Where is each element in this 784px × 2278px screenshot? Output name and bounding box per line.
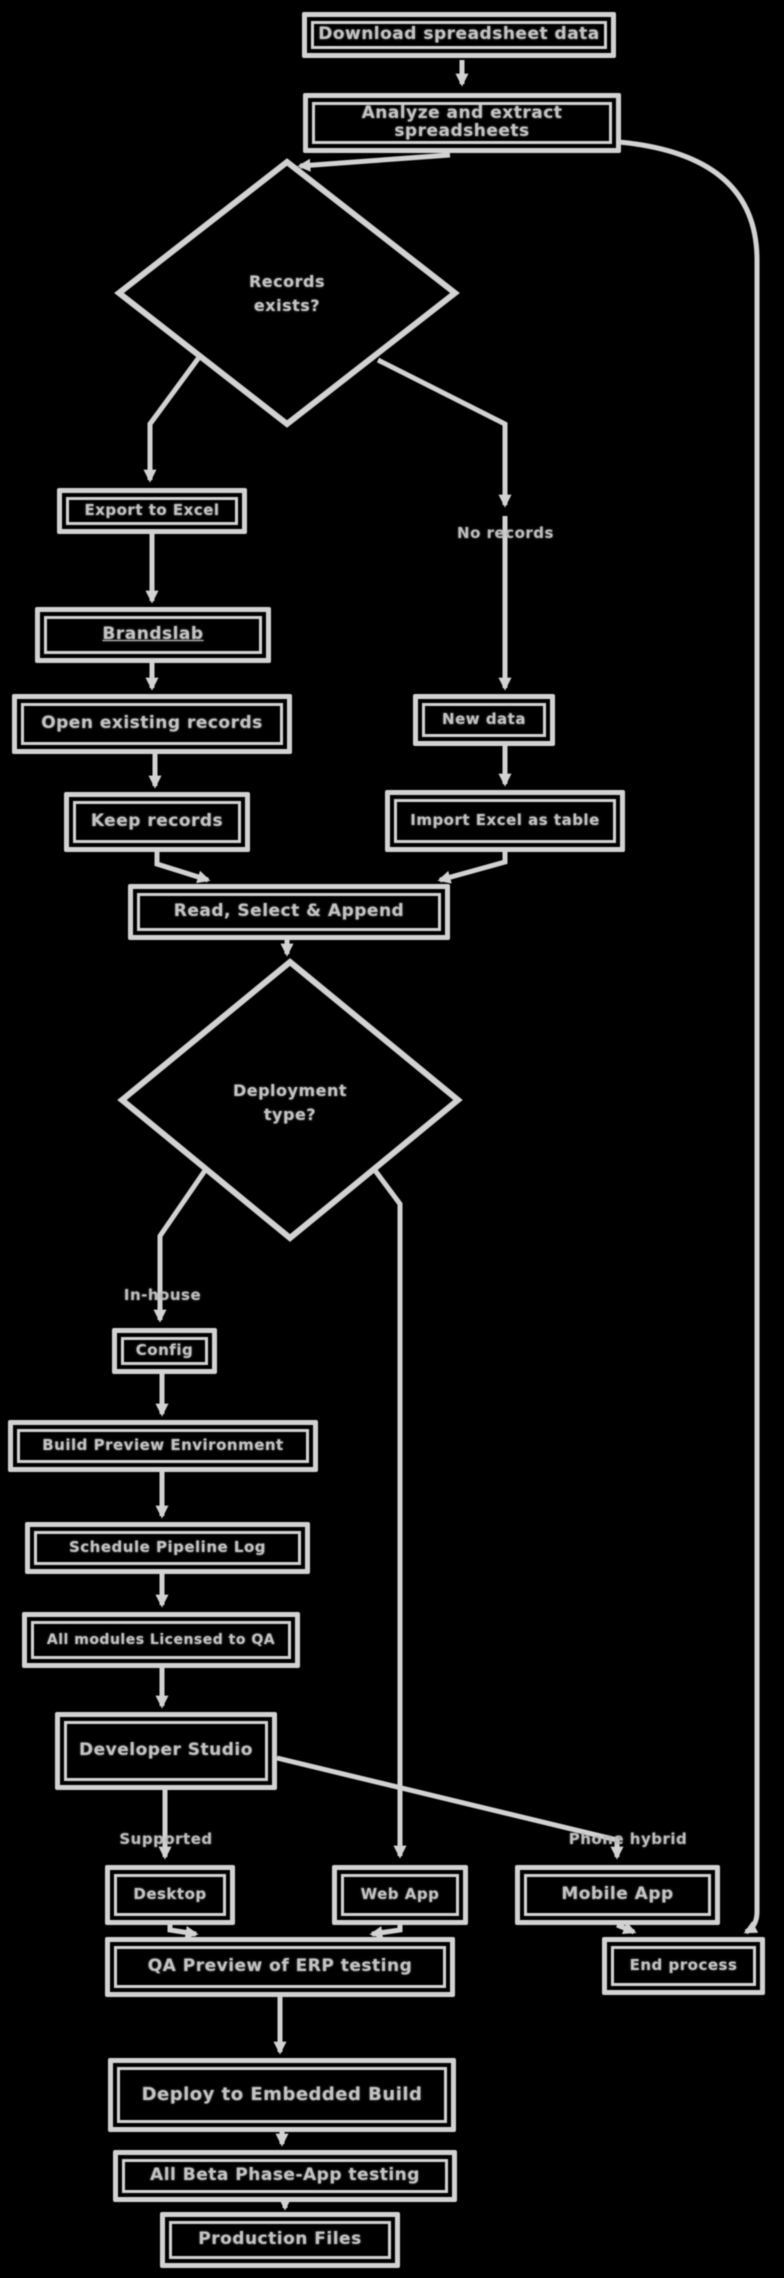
node-export-excel-label: Export to Excel bbox=[66, 497, 238, 525]
node-qa-preview bbox=[105, 1937, 455, 1997]
node-schedule-pipeline bbox=[25, 1522, 310, 1574]
edge-webapp-to-qa bbox=[372, 1925, 400, 1934]
node-production-files-label: Production Files bbox=[169, 2221, 391, 2259]
node-new-data bbox=[413, 694, 555, 746]
node-read-select-append-label: Read, Select & Append bbox=[137, 893, 441, 931]
node-desktop bbox=[105, 1865, 235, 1925]
node-download bbox=[302, 12, 616, 58]
edge-records-to-export bbox=[150, 356, 200, 480]
node-open-records bbox=[12, 694, 292, 754]
node-end-process bbox=[602, 1937, 765, 1995]
node-build-preview-label: Build Preview Environment bbox=[17, 1429, 309, 1463]
node-mobile-app-label: Mobile App bbox=[524, 1874, 711, 1916]
edge-label-supported: Supported bbox=[119, 1830, 213, 1848]
node-brandslab bbox=[35, 607, 271, 663]
edge-deployment-to-webapp bbox=[374, 1169, 400, 1856]
node-modules-licensed bbox=[22, 1612, 300, 1668]
node-developer-studio bbox=[55, 1712, 277, 1790]
node-beta-testing bbox=[113, 2150, 457, 2202]
deployment-decision-text bbox=[205, 1072, 375, 1134]
node-developer-studio-label: Developer Studio bbox=[64, 1721, 268, 1781]
edge-mobile-to-end bbox=[617, 1925, 634, 1932]
node-keep-records-label: Keep records bbox=[73, 801, 241, 843]
node-end-process-label: End process bbox=[611, 1946, 756, 1986]
node-brandslab-label: Brandslab bbox=[44, 616, 262, 654]
edge-records-no-upper bbox=[378, 360, 505, 505]
records-decision-line2: exists? bbox=[253, 296, 321, 315]
edge-label-in-house: In-house bbox=[123, 1286, 202, 1304]
edge-analyze-to-end-loop bbox=[619, 142, 757, 1932]
records-decision-text bbox=[212, 262, 362, 326]
node-schedule-pipeline-label: Schedule Pipeline Log bbox=[34, 1531, 301, 1565]
node-desktop-label: Desktop bbox=[114, 1874, 226, 1916]
node-analyze bbox=[303, 93, 621, 153]
node-analyze-label: Analyze and extract spreadsheets bbox=[312, 102, 612, 144]
node-import-excel-label: Import Excel as table bbox=[394, 799, 616, 843]
node-mobile-app bbox=[515, 1865, 720, 1925]
node-web-app bbox=[332, 1865, 468, 1925]
node-download-label: Download spreadsheet data bbox=[311, 21, 607, 49]
edge-import-to-read bbox=[440, 852, 505, 880]
node-export-excel bbox=[57, 488, 247, 534]
node-web-app-label: Web App bbox=[341, 1874, 459, 1916]
edge-desktop-to-qa bbox=[170, 1925, 196, 1934]
node-new-data-label: New data bbox=[422, 703, 546, 737]
node-keep-records bbox=[64, 792, 250, 852]
edge-analyze-to-records bbox=[300, 155, 450, 166]
deployment-decision-line1: Deployment bbox=[232, 1081, 348, 1100]
records-decision-line1: Records bbox=[248, 272, 325, 291]
node-production-files bbox=[160, 2212, 400, 2268]
node-beta-testing-label: All Beta Phase-App testing bbox=[122, 2159, 448, 2193]
deployment-decision-line2: type? bbox=[263, 1105, 317, 1124]
node-read-select-append bbox=[128, 884, 450, 940]
edge-label-phone-hybrid: Phone hybrid bbox=[568, 1830, 688, 1848]
edge-label-no-records: No records bbox=[457, 524, 554, 542]
node-deploy-embedded bbox=[108, 2058, 456, 2132]
node-config-label: Config bbox=[121, 1337, 208, 1365]
node-import-excel bbox=[385, 790, 625, 852]
node-config bbox=[112, 1328, 217, 1374]
node-modules-licensed-label: All modules Licensed to QA bbox=[31, 1621, 291, 1659]
edge-keep-to-read bbox=[157, 852, 208, 880]
node-deploy-embedded-label: Deploy to Embedded Build bbox=[117, 2067, 447, 2123]
node-open-records-label: Open existing records bbox=[21, 703, 283, 745]
node-build-preview bbox=[8, 1420, 318, 1472]
node-qa-preview-label: QA Preview of ERP testing bbox=[114, 1946, 446, 1988]
